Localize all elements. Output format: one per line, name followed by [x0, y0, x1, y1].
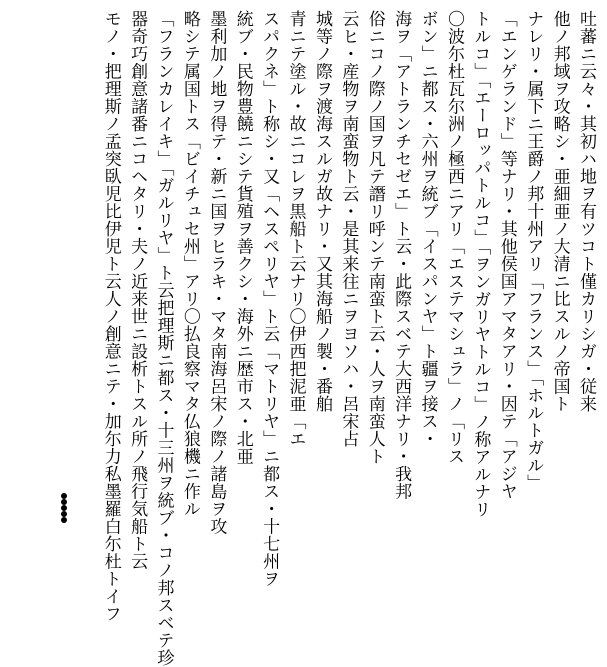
vertical-text-body — [97, 10, 599, 667]
text-column-14: 統ブ・民物豊饒ニシテ貨殖ヲ善クシ・海外ニ歴市ス・北亜 — [232, 10, 253, 465]
text-column-17: 「フランカレイキ」「ガルリヤ」ト云把理斯ニ都ス・十三州ヲ統ブ・コノ邦スベテ珍 — [153, 10, 174, 667]
text-column-7: ボン」ニ都ス・六州ヲ統ブ「イスパンヤ」ト疆ヲ接ス・ — [417, 10, 438, 448]
text-column-16: 略シテ属国トス「ビイチュセ州」アリ〇払良察マタ仏狼機ニ作ル — [179, 10, 200, 518]
text-column-1: 吐蕃ニ云々・其初ハ地ヲ有ツコト僅カリシガ・従来 — [576, 10, 596, 413]
text-column-18: 器奇巧創意諸番ニコヘタリ・夫ノ近来世ニ設析トスル所ノ飛行気船ト云 — [127, 10, 148, 570]
text-column-4: 「エンゲランド」等ナリ・其他侯国アマタアリ・因テ「アジヤ — [496, 10, 517, 500]
text-column-5: トルコ」「エーロッパトルコ」「ヲンガリヤトルコ」ノ称アルナリ — [470, 10, 491, 518]
text-column-15: 墨利加ノ地ヲ得テ・新ニ国ヲヒラキ・マタ南海呂宋ノ際ノ諸島ヲ攻 — [206, 10, 227, 535]
text-column-6: 〇波尓杜瓦尔洲ノ極西ニアリ「エステマシュラ」ノ「リス — [443, 10, 464, 465]
text-column-19: モノ・把理斯ノ孟突臥児比伊児ト云人ノ創意ニテ・加尓力私墨羅白尓杜トイフ — [100, 10, 121, 623]
text-column-8: 海ヲ「アトランチセゼエ」ト云・此際スベテ大西洋ナリ・我邦 — [391, 10, 412, 500]
text-column-11: 城等ノ際ヲ渡海スルガ故ナリ・又其海船ノ製・番舶 — [311, 10, 332, 413]
text-column-12: 青ニテ塗ル・故ニコレヲ黒船ト云ナリ〇伊西把泥亜「エ — [285, 10, 306, 448]
text-column-9: 俗ニコノ際ノ国ヲ凡テ譖リ呼ンテ南蛮ト云・人ヲ南蛮人ト — [364, 10, 385, 465]
emphasis-dot — [61, 517, 67, 523]
text-column-3: ナレリ・属下ニ王爵ノ邦十州アリ「フランス」「ホルトガル」 — [523, 10, 544, 492]
text-column-13: スパクネ」ト称シ・又「ヘスペリヤ」ト云「マトリヤ」ニ都ス・十七州ヲ — [259, 10, 280, 588]
emphasis-dots — [60, 493, 68, 529]
text-column-2: 他ノ邦域ヲ攻略シ・亜細亜ノ大清ニ比スルノ帝国ト — [549, 10, 570, 413]
text-column-10: 云ヒ・産物ヲ南蛮物ト云・是其来往ニヲヨソハ・呂宋占 — [338, 10, 359, 448]
